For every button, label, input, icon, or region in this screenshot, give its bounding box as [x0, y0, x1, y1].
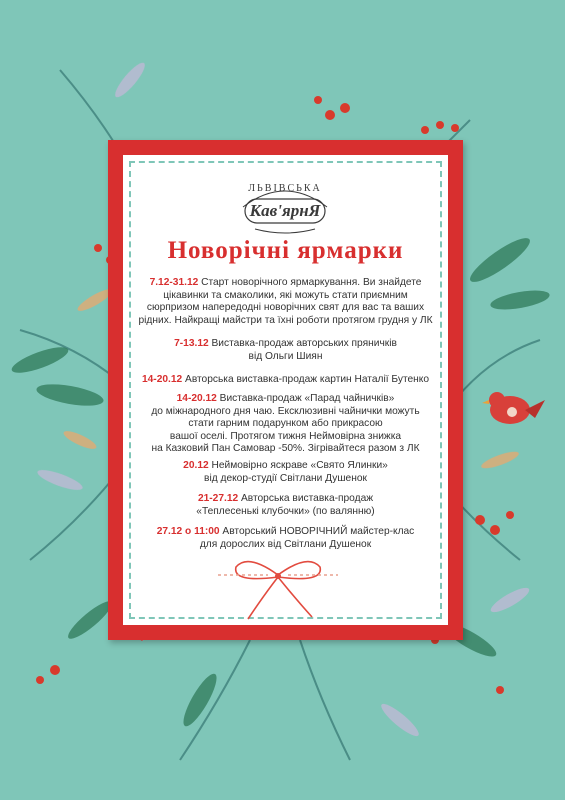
poster-card	[123, 155, 448, 625]
event-date: 7.12-31.12	[149, 277, 199, 288]
event-text: рідних. Найкращі майстри та їхні роботи протягом грудня у ЛК	[138, 314, 433, 326]
ribbon-bow-icon	[218, 555, 338, 625]
event-text: Авторський НОВОРІЧНИЙ майстер-клас	[219, 526, 415, 537]
event-text: Виставка-продаж «Парад чайничків»	[216, 393, 395, 404]
event-text: Виставка-продаж авторських пряничків	[208, 338, 397, 349]
event-text: цікавинки та смаколики, які можуть стати приємним	[163, 289, 408, 301]
event-date: 14-20.12	[141, 374, 183, 385]
event-5	[137, 460, 434, 485]
logo-name: Кав'ярнЯ	[249, 201, 321, 220]
logo-city: ЛЬВІВСЬКА	[248, 183, 322, 194]
event-date: 27.12 о 11:00	[156, 526, 220, 537]
event-text: вашої оселі. Протягом тижня Неймовірна знижка	[169, 430, 402, 442]
poster-frame	[108, 140, 463, 640]
event-1	[137, 277, 434, 327]
event-text: від Ольги Шиян	[248, 350, 323, 362]
event-3	[137, 374, 434, 387]
event-text: від декор-студії Світлани Душенок	[204, 472, 367, 484]
event-6	[137, 493, 434, 518]
page-title: Новорічні ярмарки	[167, 237, 404, 264]
event-text: Старт новорічного ярмаркування. Ви знайдете	[198, 277, 422, 288]
event-text: Авторська виставка-продаж	[238, 493, 374, 504]
event-text: «Теплесенькі клубочки» (по валянню)	[196, 505, 375, 517]
event-4	[137, 393, 434, 456]
event-date: 7-13.12	[174, 338, 209, 349]
event-text: стати гарним подарунком або прикрасою	[188, 418, 383, 430]
bird-icon	[482, 392, 545, 424]
event-date: 20.12	[183, 460, 209, 471]
event-7	[137, 526, 434, 551]
event-text: Авторська виставка-продаж картин Наталії Бутенко	[182, 374, 430, 385]
event-date: 14-20.12	[176, 393, 217, 404]
event-text: Неймовірно яскраве «Свято Ялинки»	[208, 460, 388, 471]
event-date: 21-27.12	[197, 493, 239, 504]
event-text: до міжнародного дня чаю. Ексклюзивні чайнички можуть	[151, 405, 420, 417]
event-text: на Казковий Пан Самовар -50%. Зігрівайтеся разом з ЛК	[151, 443, 420, 455]
event-text: сюрпризом напередодні новорічних свят для вас та ваших	[146, 302, 425, 314]
cafe-logo	[235, 179, 335, 239]
event-text: для дорослих від Світлани Душенок	[199, 538, 372, 550]
event-2	[137, 338, 434, 363]
